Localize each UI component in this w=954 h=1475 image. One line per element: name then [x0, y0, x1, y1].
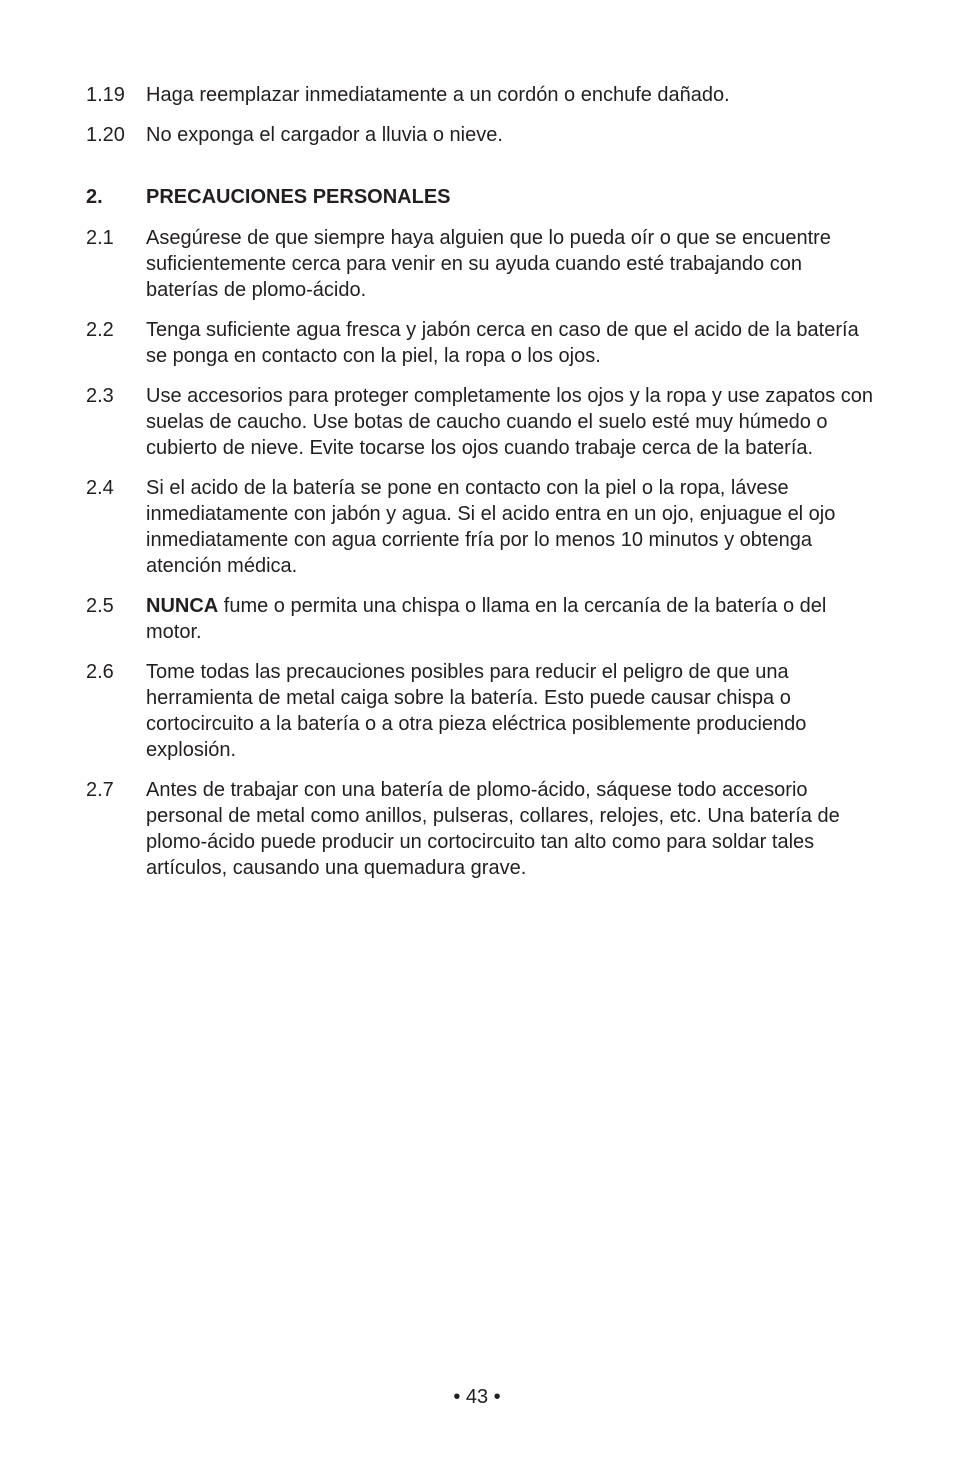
item-text: Haga reemplazar inmediatamente a un cordón o enchufe dañado.	[146, 84, 730, 106]
list-item	[86, 777, 876, 881]
page-number: • 43 •	[453, 1386, 501, 1408]
item-text: Use accesorios para proteger completamente los ojos y la ropa y use zapatos con suelas de caucho. Use botas de caucho cuando el suelo esté muy húmedo o cubierto de nieve. Evite tocarse los ojos cuando trabaje cerca de la batería.	[146, 385, 874, 459]
list-item	[86, 475, 876, 579]
section-heading	[86, 184, 876, 210]
item-text: No exponga el cargador a lluvia o nieve.	[146, 124, 503, 146]
item-number: 1.19	[86, 84, 125, 106]
item-text-rest: fume o permita una chispa o llama en la cercanía de la batería o del motor.	[146, 595, 827, 643]
item-number: 2.4	[86, 477, 114, 499]
section-number: 2.	[86, 186, 103, 208]
item-text: Antes de trabajar con una batería de plomo-ácido, sáquese todo accesorio personal de metal como anillos, pulseras, collares, relojes, etc. Una batería de plomo-ácido puede producir un cortocircuito tan alto como para soldar tales artículos, causando una quemadura grave.	[146, 779, 840, 879]
item-number: 2.3	[86, 385, 114, 407]
item-number: 2.2	[86, 319, 114, 341]
item-text: Tenga suficiente agua fresca y jabón cerca en caso de que el acido de la batería se ponga en contacto con la piel, la ropa o los ojos.	[146, 319, 859, 367]
item-number: 2.7	[86, 779, 114, 801]
item-text: Asegúrese de que siempre haya alguien que lo pueda oír o que se encuentre suficientemente cerca para venir en su ayuda cuando esté trabajando con baterías de plomo-ácido.	[146, 227, 831, 301]
list-item	[86, 593, 876, 645]
item-text: Si el acido de la batería se pone en contacto con la piel o la ropa, lávese inmediatamente con jabón y agua. Si el acido entra en un ojo, enjuague el ojo inmediatamente con agua corriente fría por lo menos 10 minutos y obtenga atención médica.	[146, 477, 836, 577]
item-number: 2.1	[86, 227, 114, 249]
list-item	[86, 225, 876, 303]
document-body	[86, 82, 876, 895]
item-text	[146, 593, 876, 645]
emphasis-word: NUNCA	[146, 595, 219, 617]
list-item	[86, 122, 876, 148]
section-title: PRECAUCIONES PERSONALES	[146, 186, 451, 208]
item-number: 1.20	[86, 124, 125, 146]
list-item	[86, 383, 876, 461]
list-item	[86, 317, 876, 369]
item-text: Tome todas las precauciones posibles para reducir el peligro de que una herramienta de metal caiga sobre la batería. Esto puede causar chispa o cortocircuito a la batería o a otra pieza eléctrica posiblemente produciendo explosión.	[146, 661, 807, 761]
list-item	[86, 659, 876, 763]
item-number: 2.6	[86, 661, 114, 683]
list-item	[86, 82, 876, 108]
item-number: 2.5	[86, 595, 114, 617]
